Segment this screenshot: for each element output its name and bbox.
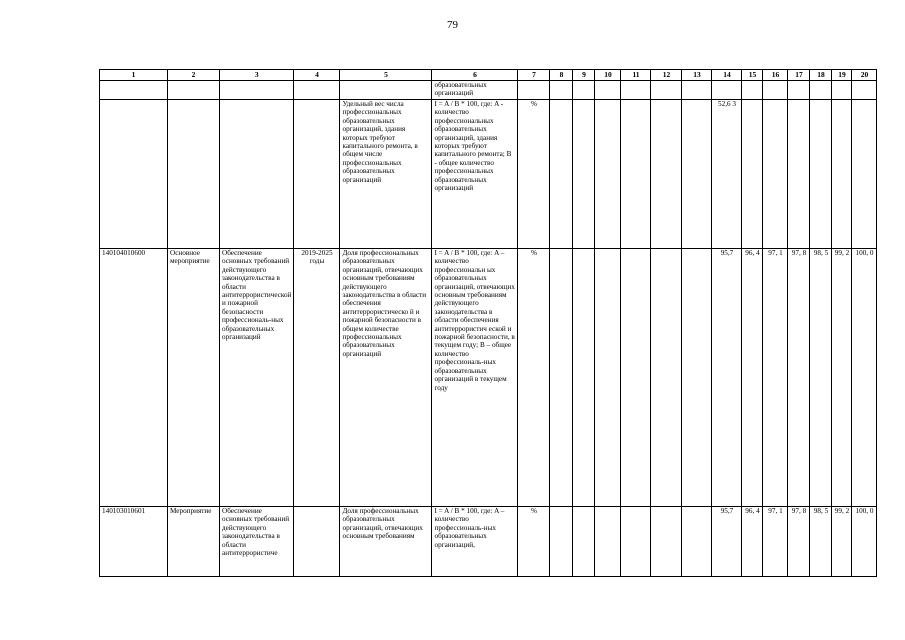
cell-value: 99, 2 bbox=[832, 249, 852, 507]
cell-value bbox=[573, 100, 595, 249]
cell-value bbox=[550, 81, 573, 100]
cell-code: 140103010601 bbox=[100, 507, 168, 577]
cell-value bbox=[595, 507, 621, 577]
column-header: 18 bbox=[810, 70, 832, 81]
cell-name bbox=[220, 81, 294, 100]
column-header: 1 bbox=[100, 70, 168, 81]
cell-value: 97, 1 bbox=[763, 249, 788, 507]
cell-value: 97, 8 bbox=[788, 249, 810, 507]
indicators-table bbox=[99, 69, 877, 577]
cell-value: 98, 5 bbox=[810, 249, 832, 507]
column-header: 17 bbox=[788, 70, 810, 81]
cell-formula: I = A / B * 100, где: A – количество профессиональ-ных образовательных организаций, bbox=[432, 507, 518, 577]
cell-code: 140104010600 bbox=[100, 249, 168, 507]
cell-value bbox=[810, 100, 832, 249]
cell-name: Обеспечение основных требований действующего законодательства в области антитеррористической и пожарной безопасности профессиональ-ных образовательных организаций bbox=[220, 249, 294, 507]
column-header: 19 bbox=[832, 70, 852, 81]
column-header: 15 bbox=[742, 70, 763, 81]
cell-period: 2019-2025 годы bbox=[294, 249, 340, 507]
column-header: 5 bbox=[340, 70, 432, 81]
table-row bbox=[100, 507, 877, 577]
cell-type: Основное мероприятие bbox=[168, 249, 220, 507]
cell-value bbox=[742, 100, 763, 249]
cell-value bbox=[651, 81, 682, 100]
cell-value bbox=[682, 81, 712, 100]
column-header: 11 bbox=[621, 70, 651, 81]
cell-value bbox=[621, 100, 651, 249]
cell-value bbox=[621, 507, 651, 577]
cell-formula: I = A / B * 100, где: A – количество профессиональн ых образовательных организаций, отвечающих основным требованиям действующего законодательства в области обеспечения антитеррористич еской и пожарной безопасности, в текущем году; B – общее количество профессиональ-ных образовательных организаций в текущем году bbox=[432, 249, 518, 507]
column-header: 14 bbox=[712, 70, 742, 81]
cell-value bbox=[742, 81, 763, 100]
cell-indicator: Удельный вес числа профессиональных образовательных организаций, здания которых требуют капитального ремонта, в общем числе профессиональных образовательных организаций bbox=[340, 100, 432, 249]
cell-value: 97, 1 bbox=[763, 507, 788, 577]
cell-value: 96, 4 bbox=[742, 507, 763, 577]
cell-value: 52,6 3 bbox=[712, 100, 742, 249]
cell-unit: % bbox=[518, 100, 550, 249]
column-header: 6 bbox=[432, 70, 518, 81]
cell-value bbox=[621, 249, 651, 507]
cell-name: Обеспечение основных требований действующего законодательства в области антитеррористиче bbox=[220, 507, 294, 577]
cell-value bbox=[763, 81, 788, 100]
table-row bbox=[100, 81, 877, 100]
cell-indicator: Доля профессиональных образовательных организаций, отвечающих основным требованиям действующего законодательства в области обеспечения антитеррористическо й и пожарной безопасности в общем количестве профессиональных образовательных организаций bbox=[340, 249, 432, 507]
column-header: 12 bbox=[651, 70, 682, 81]
cell-value bbox=[832, 100, 852, 249]
cell-value bbox=[573, 249, 595, 507]
cell-period bbox=[294, 81, 340, 100]
cell-value: 100, 0 bbox=[852, 249, 877, 507]
table-row bbox=[100, 100, 877, 249]
page-number: 79 bbox=[447, 19, 458, 31]
cell-value bbox=[550, 249, 573, 507]
cell-value: 95,7 bbox=[712, 507, 742, 577]
column-header: 8 bbox=[550, 70, 573, 81]
cell-value bbox=[763, 100, 788, 249]
cell-value bbox=[810, 81, 832, 100]
column-header: 2 bbox=[168, 70, 220, 81]
cell-value: 96, 4 bbox=[742, 249, 763, 507]
cell-value: 99, 2 bbox=[832, 507, 852, 577]
cell-unit: % bbox=[518, 507, 550, 577]
cell-value bbox=[712, 81, 742, 100]
cell-value bbox=[852, 81, 877, 100]
cell-value bbox=[595, 100, 621, 249]
cell-value bbox=[788, 100, 810, 249]
cell-unit bbox=[518, 81, 550, 100]
table-row bbox=[100, 249, 877, 507]
cell-code bbox=[100, 100, 168, 249]
cell-value bbox=[651, 249, 682, 507]
cell-code bbox=[100, 81, 168, 100]
cell-value bbox=[573, 81, 595, 100]
cell-type: Мероприятие bbox=[168, 507, 220, 577]
cell-value bbox=[682, 100, 712, 249]
cell-value bbox=[832, 81, 852, 100]
column-header: 13 bbox=[682, 70, 712, 81]
cell-value bbox=[788, 81, 810, 100]
cell-value bbox=[852, 100, 877, 249]
column-header: 10 bbox=[595, 70, 621, 81]
cell-value bbox=[682, 507, 712, 577]
column-header: 7 bbox=[518, 70, 550, 81]
column-header: 9 bbox=[573, 70, 595, 81]
cell-value: 95,7 bbox=[712, 249, 742, 507]
cell-value bbox=[595, 249, 621, 507]
cell-value: 97, 8 bbox=[788, 507, 810, 577]
cell-value bbox=[682, 249, 712, 507]
column-header: 16 bbox=[763, 70, 788, 81]
table-header-row bbox=[100, 70, 877, 81]
cell-value: 100, 0 bbox=[852, 507, 877, 577]
cell-value bbox=[550, 507, 573, 577]
cell-value bbox=[550, 100, 573, 249]
cell-period bbox=[294, 507, 340, 577]
cell-name bbox=[220, 100, 294, 249]
cell-value: 98, 5 bbox=[810, 507, 832, 577]
cell-value bbox=[595, 81, 621, 100]
column-header: 3 bbox=[220, 70, 294, 81]
cell-indicator bbox=[340, 81, 432, 100]
cell-value bbox=[651, 507, 682, 577]
cell-value bbox=[651, 100, 682, 249]
cell-formula: I = A / B * 100, где: A - количество профессиональных образовательных организаций, здания которых требуют капитального ремонта; B - общее количество профессиональных образовательных организаций bbox=[432, 100, 518, 249]
cell-type bbox=[168, 100, 220, 249]
cell-indicator: Доля профессиональных образовательных организаций, отвечающих основным требованиям bbox=[340, 507, 432, 577]
cell-type bbox=[168, 81, 220, 100]
cell-formula: образовательных организаций bbox=[432, 81, 518, 100]
cell-period bbox=[294, 100, 340, 249]
column-header: 4 bbox=[294, 70, 340, 81]
column-header: 20 bbox=[852, 70, 877, 81]
cell-value bbox=[621, 81, 651, 100]
cell-unit: % bbox=[518, 249, 550, 507]
cell-value bbox=[573, 507, 595, 577]
